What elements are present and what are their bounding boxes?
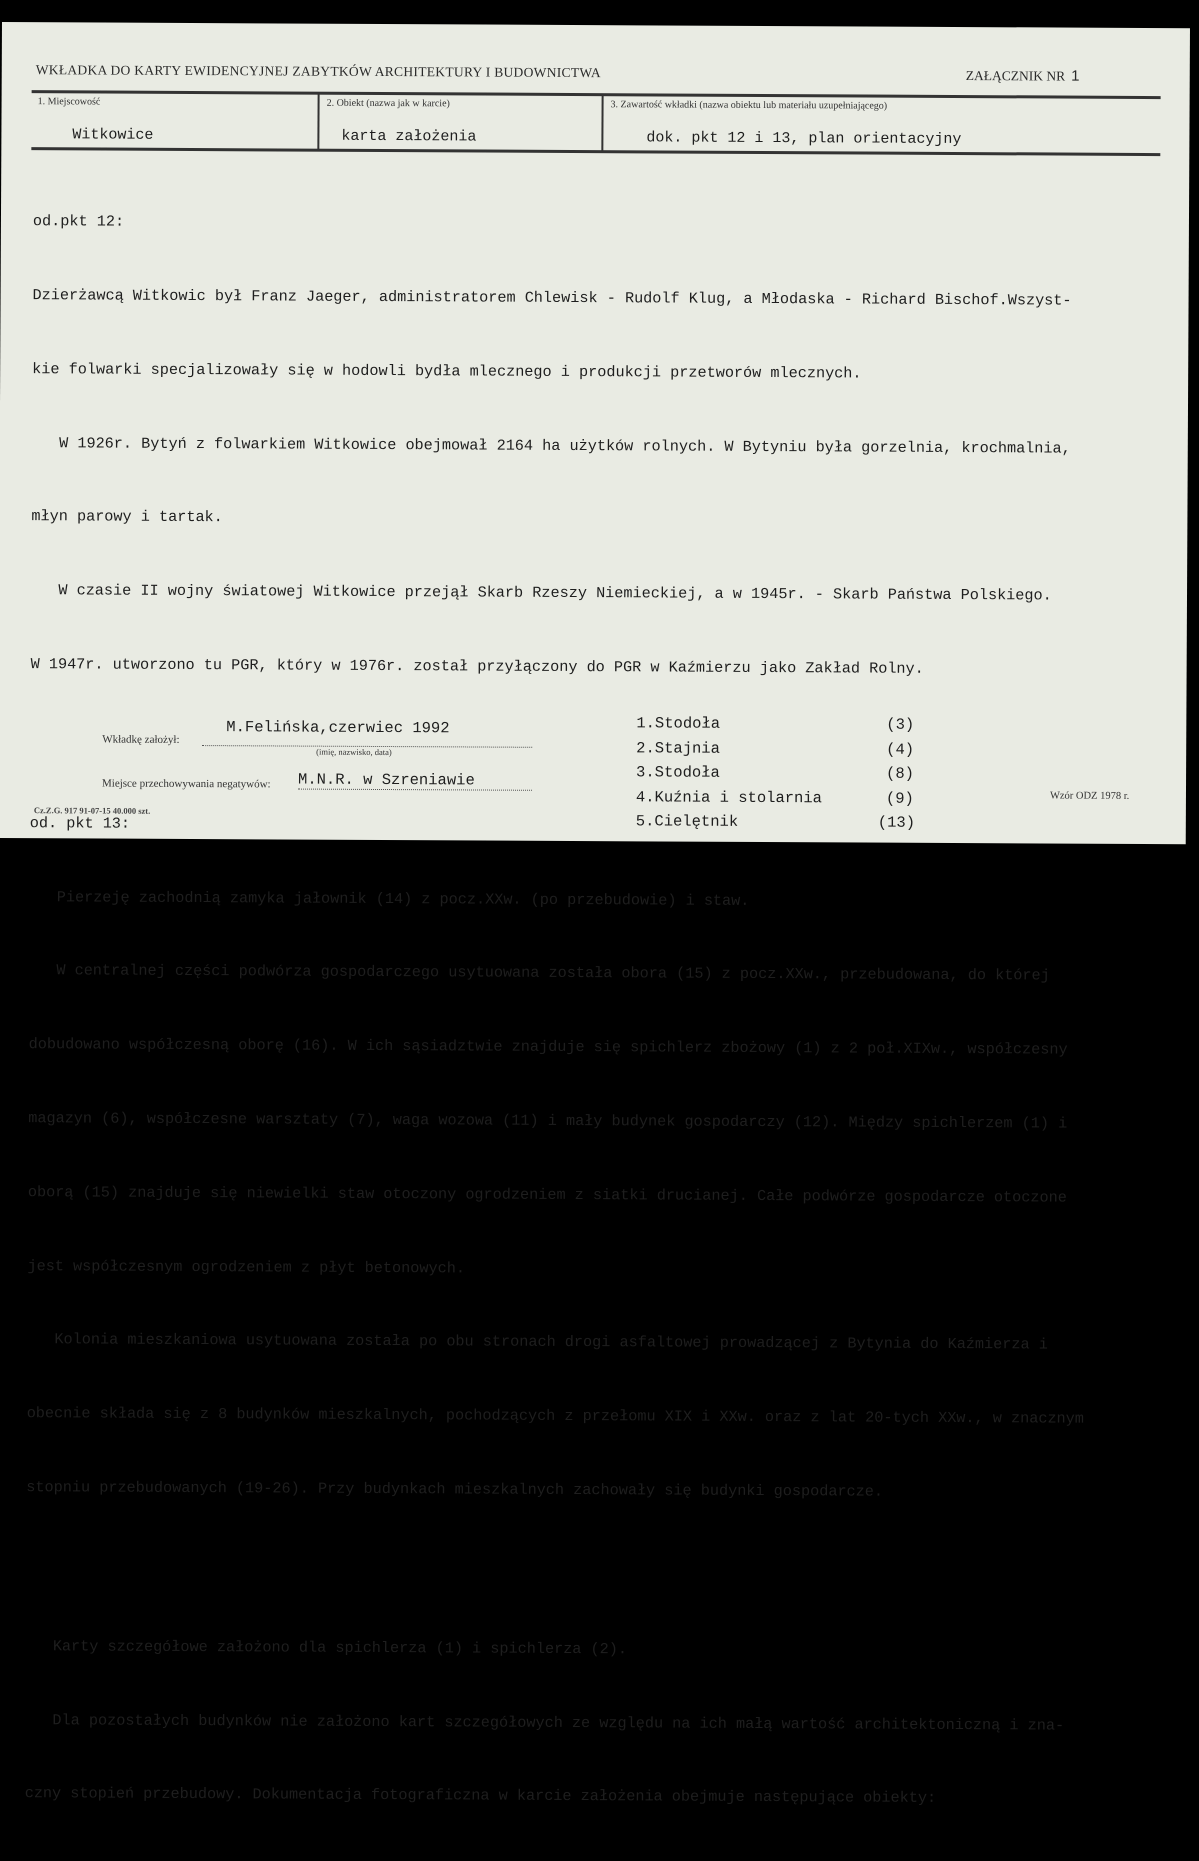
object-name: 1.Stodoła: [636, 714, 721, 733]
text-line: W centralnej części podwórza gospodarczego usytuowana została obora (15) z pocz.XXw., przebudowana, do której: [28, 961, 1050, 985]
field-value-contents: dok. pkt 12 i 13, plan orientacyjny: [646, 129, 962, 149]
photo-objects-list: [636, 714, 916, 838]
text-line: W czasie II wojny światowej Witkowice przejął Skarb Rzeszy Niemieckiej, a w 1945r. - Skarb Państwa Polskiego.: [30, 581, 1052, 605]
object-ref: (3): [886, 715, 915, 734]
text-line: magazyn (6), współczesne warsztaty (7), waga wozowa (11) i mały budynek gospodarczy (12). Między spichlerzem (1) i: [28, 1109, 1068, 1133]
text-line: młyn parowy i tartak.: [31, 507, 223, 527]
object-name: 3.Stodoła: [636, 763, 720, 782]
author-value: M.Felińska,czerwiec 1992: [226, 718, 450, 738]
document-page: [0, 22, 1190, 1808]
template-info: Wzór ODZ 1978 r.: [1049, 790, 1130, 802]
annex-label: [966, 67, 1080, 85]
object-name: 2.Stajnia: [636, 738, 720, 758]
print-info: Cz.Z.G. 917 91-07-15 40.000 szt.: [33, 805, 151, 816]
text-line: Pierzeję zachodnią zamyka jałownik (14) z pocz.XXw. (po przebudowie) i staw.: [29, 887, 750, 910]
column-divider: [317, 94, 319, 150]
blank-line: [26, 1549, 1176, 1591]
field-value-locality: Witkowice: [72, 126, 154, 144]
text-line: od. pkt 13:: [29, 814, 131, 833]
field-label-contents: 3. Zawartość wkładki (nazwa obiektu lub materiału uzupełniającego): [610, 99, 888, 112]
column-divider: [601, 95, 603, 151]
field-label-object: 2. Obiekt (nazwa jak w karcie): [326, 97, 450, 110]
text-line: jest współczesnym ogrodzeniem z płyt betonowych.: [27, 1256, 466, 1277]
object-name: 4.Kuźnia i stolarnia: [635, 788, 823, 808]
text-line: obecnie składa się z 8 budynków mieszkalnych, pochodzących z przełomu XIX i XXw. oraz z lat 20-tych XXw., w znacznym: [26, 1404, 1084, 1428]
text-line: czny stopień przebudowy. Dokumentacja fotograficzna w karcie założenia obejmuje następujące obiekty:: [24, 1784, 937, 1808]
object-ref: (13): [877, 813, 916, 833]
table-bottom-rule: [31, 147, 1160, 156]
text-line: Dla pozostałych budynków nie założono kart szczegółowych ze względu na ich małą wartość architektoniczną i zna-: [25, 1710, 1065, 1735]
text-line: oborą (15) znajduje się niewielki staw otoczony ogrodzeniem z siatki drucianej. Całe podwórze gospodarcze otoczone: [27, 1182, 1067, 1207]
body-text: [24, 160, 1183, 1861]
author-caption: (imię, nazwisko, data): [316, 746, 392, 758]
list-item: [636, 813, 915, 839]
object-ref: (4): [886, 740, 915, 759]
text-line: Karty szczegółowe założono dla spichlerza (1) i spichlerza (2).: [25, 1636, 628, 1659]
list-item: [636, 764, 915, 790]
text-line: od.pkt 12:: [32, 212, 125, 231]
field-value-object: karta założenia: [341, 127, 477, 146]
text-line: Dzierżawcą Witkowic był Franz Jaeger, administratorem Chlewisk - Rudolf Klug, a Młodaska - Richard Bischof.Wszyst-: [32, 286, 1072, 310]
negatives-value: M.N.R. w Szreniawie: [297, 770, 475, 790]
text-line: kie folwarki specjalizowały się w hodowli bydła mlecznego i produkcji przetworów mlecznych.: [32, 359, 862, 383]
list-item: [636, 714, 915, 740]
text-line: stopniu przebudowanych (19-26). Przy budynkach mieszkalnych zachowały się budynki gospodarcze.: [26, 1478, 884, 1501]
list-item: [636, 788, 915, 814]
object-name: 5.Cielętnik: [635, 812, 739, 832]
object-ref: (9): [885, 789, 914, 808]
list-item: [636, 739, 915, 765]
text-line: W 1947r. utworzono tu PGR, który w 1976r. został przyłączony do PGR w Kaźmierzu jako Zakład Rolny.: [30, 655, 924, 678]
table-top-rule: [32, 90, 1161, 99]
form-title: WKŁADKA DO KARTY EWIDENCYJNEJ ZABYTKÓW ARCHITEKTURY I BUDOWNICTWA: [35, 62, 602, 81]
text-line: Kolonia mieszkaniowa usytuowana została po obu stronach drogi asfaltowej prowadzącej z Bytynia do Kaźmierza i: [27, 1330, 1048, 1354]
object-ref: (8): [886, 764, 915, 783]
text-line: W 1926r. Bytyń z folwarkiem Witkowice obejmował 2164 ha użytków rolnych. W Bytyniu była gorzelnia, krochmalnia,: [31, 433, 1071, 458]
annex-label-text: ZAŁĄCZNIK NR: [965, 68, 1066, 84]
text-line: dobudowano współczesną oborę (16). W ich sąsiadztwie znajduje się spichlerz zbożowy (1) z 2 poł.XIXw., współczesny: [28, 1035, 1068, 1059]
negatives-label: Miejsce przechowywania negatywów:: [101, 777, 271, 791]
author-label: Wkładkę założył:: [102, 733, 180, 746]
annex-number: 1: [1071, 67, 1080, 85]
blank-line: [30, 726, 1180, 768]
field-label-locality: 1. Miejscowość: [37, 96, 101, 108]
